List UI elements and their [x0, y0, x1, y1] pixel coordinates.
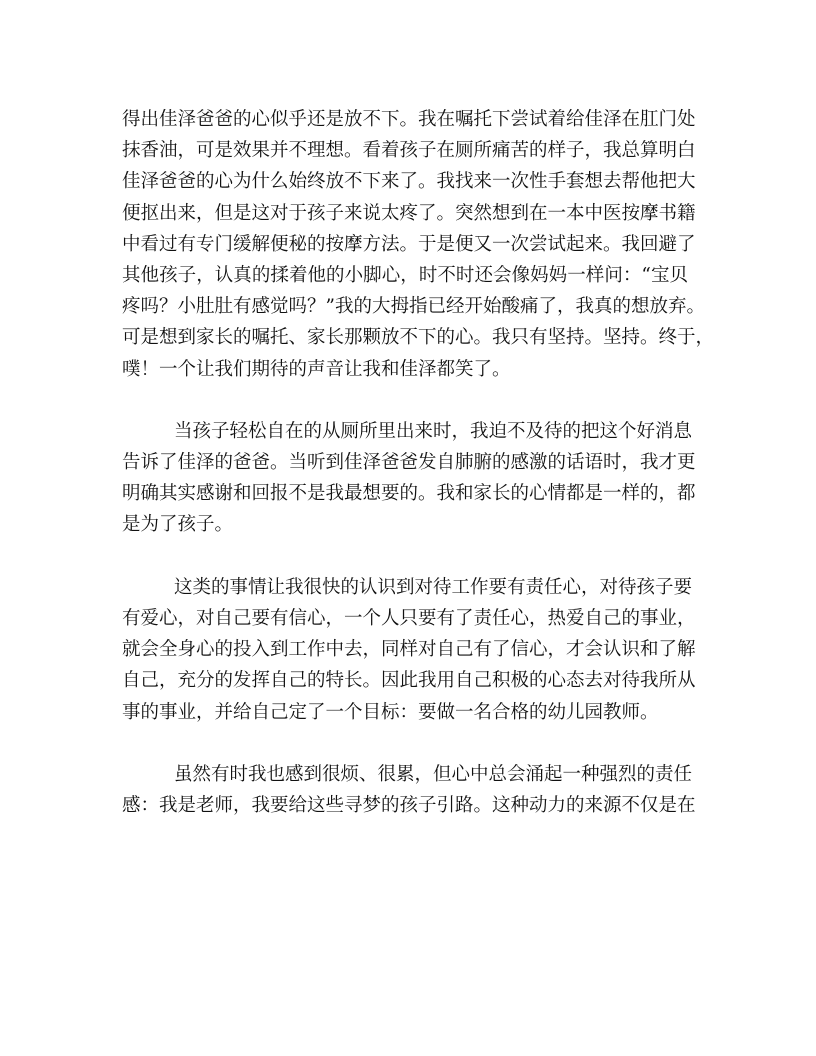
- body-text: [122, 104, 715, 821]
- text-line: 明确其实感谢和回报不是我最想要的。我和家长的心情都是一样的，都: [122, 483, 696, 505]
- text-line: 告诉了佳泽的爸爸。当听到佳泽爸爸发自肺腑的感激的话语时，我才更: [122, 452, 696, 474]
- text-line: 得出佳泽爸爸的心似乎还是放不下。我在嘱托下尝试着给佳泽在肛门处: [122, 109, 696, 130]
- text-line: 感：我是老师，我要给这些寻梦的孩子引路。这种动力的来源不仅是在: [122, 795, 696, 817]
- text-line: 事的事业，并给自己定了一个目标：要做一名合格的幼儿园教师。: [122, 701, 659, 723]
- text-line: 抹香油，可是效果并不理想。看着孩子在厕所痛苦的样子，我总算明白: [122, 140, 696, 162]
- paragraph-gap: [122, 385, 688, 416]
- text-line: 有爱心，对自己要有信心，一个人只要有了责任心，热爱自己的事业，: [122, 608, 696, 629]
- paragraph: [122, 104, 715, 385]
- paragraph-gap: [122, 728, 688, 759]
- text-line: 噗！一个让我们期待的声音让我和佳泽都笑了。: [122, 358, 511, 380]
- text-line: 是为了孩子。: [122, 514, 234, 536]
- text-line: 这类的事情让我很快的认识到对待工作要有责任心，对待孩子要: [174, 576, 693, 598]
- paragraph: [122, 416, 696, 541]
- text-line: 虽然有时我也感到很烦、很累，但心中总会涌起一种强烈的责任: [174, 763, 693, 785]
- text-line: 就会全身心的投入到工作中去，同样对自己有了信心，才会认识和了解: [122, 639, 696, 661]
- paragraph-gap: [122, 541, 688, 572]
- paragraph: [122, 572, 696, 728]
- text-line: 便抠出来，但是这对于孩子来说太疼了。突然想到在一本中医按摩书籍: [122, 202, 696, 224]
- text-line: 当孩子轻松自在的从厕所里出来时，我迫不及待的把这个好消息: [174, 420, 693, 442]
- text-line: 自己，充分的发挥自己的特长。因此我用自己积极的心态去对待我所从: [122, 670, 696, 692]
- text-line: 佳泽爸爸的心为什么始终放不下来了。我找来一次性手套想去帮他把大: [122, 171, 696, 193]
- text-line: 其他孩子，认真的揉着他的小脚心，时不时还会像妈妈一样问：“宝贝: [122, 264, 688, 286]
- text-line: 可是想到家长的嘱托、家长那颗放不下的心。我只有坚持。坚持。终于，: [122, 327, 715, 349]
- text-line: 疼吗？小肚肚有感觉吗？”我的大拇指已经开始酸痛了，我真的想放弃。: [122, 296, 705, 318]
- text-line: 中看过有专门缓解便秘的按摩方法。于是便又一次尝试起来。我回避了: [122, 233, 696, 255]
- paragraph: [122, 759, 696, 821]
